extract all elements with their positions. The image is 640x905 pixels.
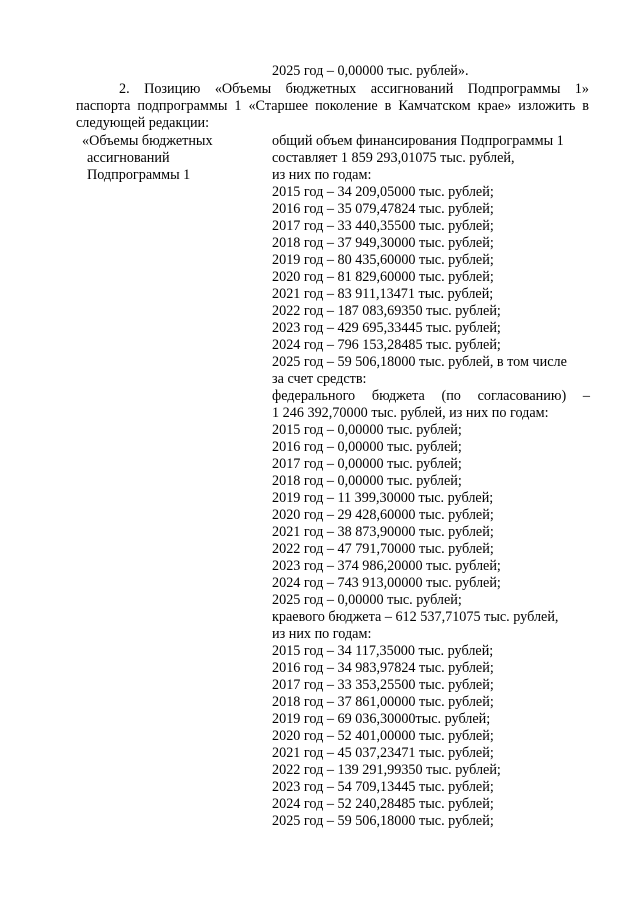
- table-left-line-2: ассигнований: [87, 150, 170, 166]
- table-right-line: 2020 год – 81 829,60000 тыс. рублей;: [272, 269, 494, 285]
- table-right-line: 2021 год – 38 873,90000 тыс. рублей;: [272, 524, 494, 540]
- table-right-line: 2023 год – 429 695,33445 тыс. рублей;: [272, 320, 501, 336]
- table-right-line: 2016 год – 35 079,47824 тыс. рублей;: [272, 201, 494, 217]
- table-right-line: 2021 год – 83 911,13471 тыс. рублей;: [272, 286, 494, 302]
- table-right-line: 2018 год – 37 949,30000 тыс. рублей;: [272, 235, 494, 251]
- table-right-line: 2017 год – 0,00000 тыс. рублей;: [272, 456, 462, 472]
- table-right-line: составляет 1 859 293,01075 тыс. рублей,: [272, 150, 515, 166]
- table-right-line: общий объем финансирования Подпрограммы 1: [272, 133, 564, 149]
- table-right-column: [272, 133, 590, 830]
- table-right-line: 2023 год – 54 709,13445 тыс. рублей;: [272, 779, 494, 795]
- table-right-line: 2021 год – 45 037,23471 тыс. рублей;: [272, 745, 494, 761]
- paragraph-line-2: паспорта подпрограммы 1 «Старшее поколение в Камчатском крае» изложить в: [76, 98, 589, 114]
- table-right-line: 2018 год – 0,00000 тыс. рублей;: [272, 473, 462, 489]
- table-right-line: 2018 год – 37 861,00000 тыс. рублей;: [272, 694, 494, 710]
- table-right-line: 2025 год – 59 506,18000 тыс. рублей;: [272, 813, 494, 829]
- table-right-line: 2019 год – 11 399,30000 тыс. рублей;: [272, 490, 494, 506]
- table-right-line: 2025 год – 59 506,18000 тыс. рублей, в том числе: [272, 354, 567, 370]
- table-right-line: 2023 год – 374 986,20000 тыс. рублей;: [272, 558, 501, 574]
- table-right-line: 2022 год – 139 291,99350 тыс. рублей;: [272, 762, 501, 778]
- table-right-line: 2020 год – 52 401,00000 тыс. рублей;: [272, 728, 494, 744]
- table-right-line: за счет средств:: [272, 371, 367, 387]
- table-right-line: 2015 год – 34 209,05000 тыс. рублей;: [272, 184, 494, 200]
- table-right-line: 2024 год – 52 240,28485 тыс. рублей;: [272, 796, 494, 812]
- table-left-line-3: Подпрограммы 1: [87, 167, 191, 183]
- table-right-line: 2017 год – 33 440,35500 тыс. рублей;: [272, 218, 494, 234]
- table-right-line: 2019 год – 80 435,60000 тыс. рублей;: [272, 252, 494, 268]
- table-right-line: 2016 год – 34 983,97824 тыс. рублей;: [272, 660, 494, 676]
- paragraph-line-3: следующей редакции:: [76, 115, 210, 131]
- table-right-line: 2019 год – 69 036,30000тыс. рублей;: [272, 711, 491, 727]
- table-right-line: из них по годам:: [272, 626, 372, 642]
- table-right-line: 2022 год – 187 083,69350 тыс. рублей;: [272, 303, 501, 319]
- table-right-line: из них по годам:: [272, 167, 372, 183]
- table-right-line: 2024 год – 743 913,00000 тыс. рублей;: [272, 575, 501, 591]
- table-left-column: [82, 133, 257, 184]
- top-line: 2025 год – 0,00000 тыс. рублей».: [272, 63, 469, 79]
- table-right-line: 2022 год – 47 791,70000 тыс. рублей;: [272, 541, 494, 557]
- table-right-line: 2017 год – 33 353,25500 тыс. рублей;: [272, 677, 494, 693]
- table-right-line: 2015 год – 0,00000 тыс. рублей;: [272, 422, 462, 438]
- table-left-line-1: «Объемы бюджетных: [82, 133, 213, 149]
- table-right-line: федерального бюджета (по согласованию) –: [272, 388, 590, 404]
- table-right-line: 2020 год – 29 428,60000 тыс. рублей;: [272, 507, 494, 523]
- table-right-line: 2016 год – 0,00000 тыс. рублей;: [272, 439, 462, 455]
- table-right-line: 2015 год – 34 117,35000 тыс. рублей;: [272, 643, 494, 659]
- paragraph-line-1: 2. Позицию «Объемы бюджетных ассигнований Подпрограммы 1»: [119, 81, 589, 97]
- table-right-line: 2024 год – 796 153,28485 тыс. рублей;: [272, 337, 501, 353]
- table-right-line: краевого бюджета – 612 537,71075 тыс. рублей,: [272, 609, 559, 625]
- table-right-line: 1 246 392,70000 тыс. рублей, из них по годам:: [272, 405, 549, 421]
- table-right-line: 2025 год – 0,00000 тыс. рублей;: [272, 592, 462, 608]
